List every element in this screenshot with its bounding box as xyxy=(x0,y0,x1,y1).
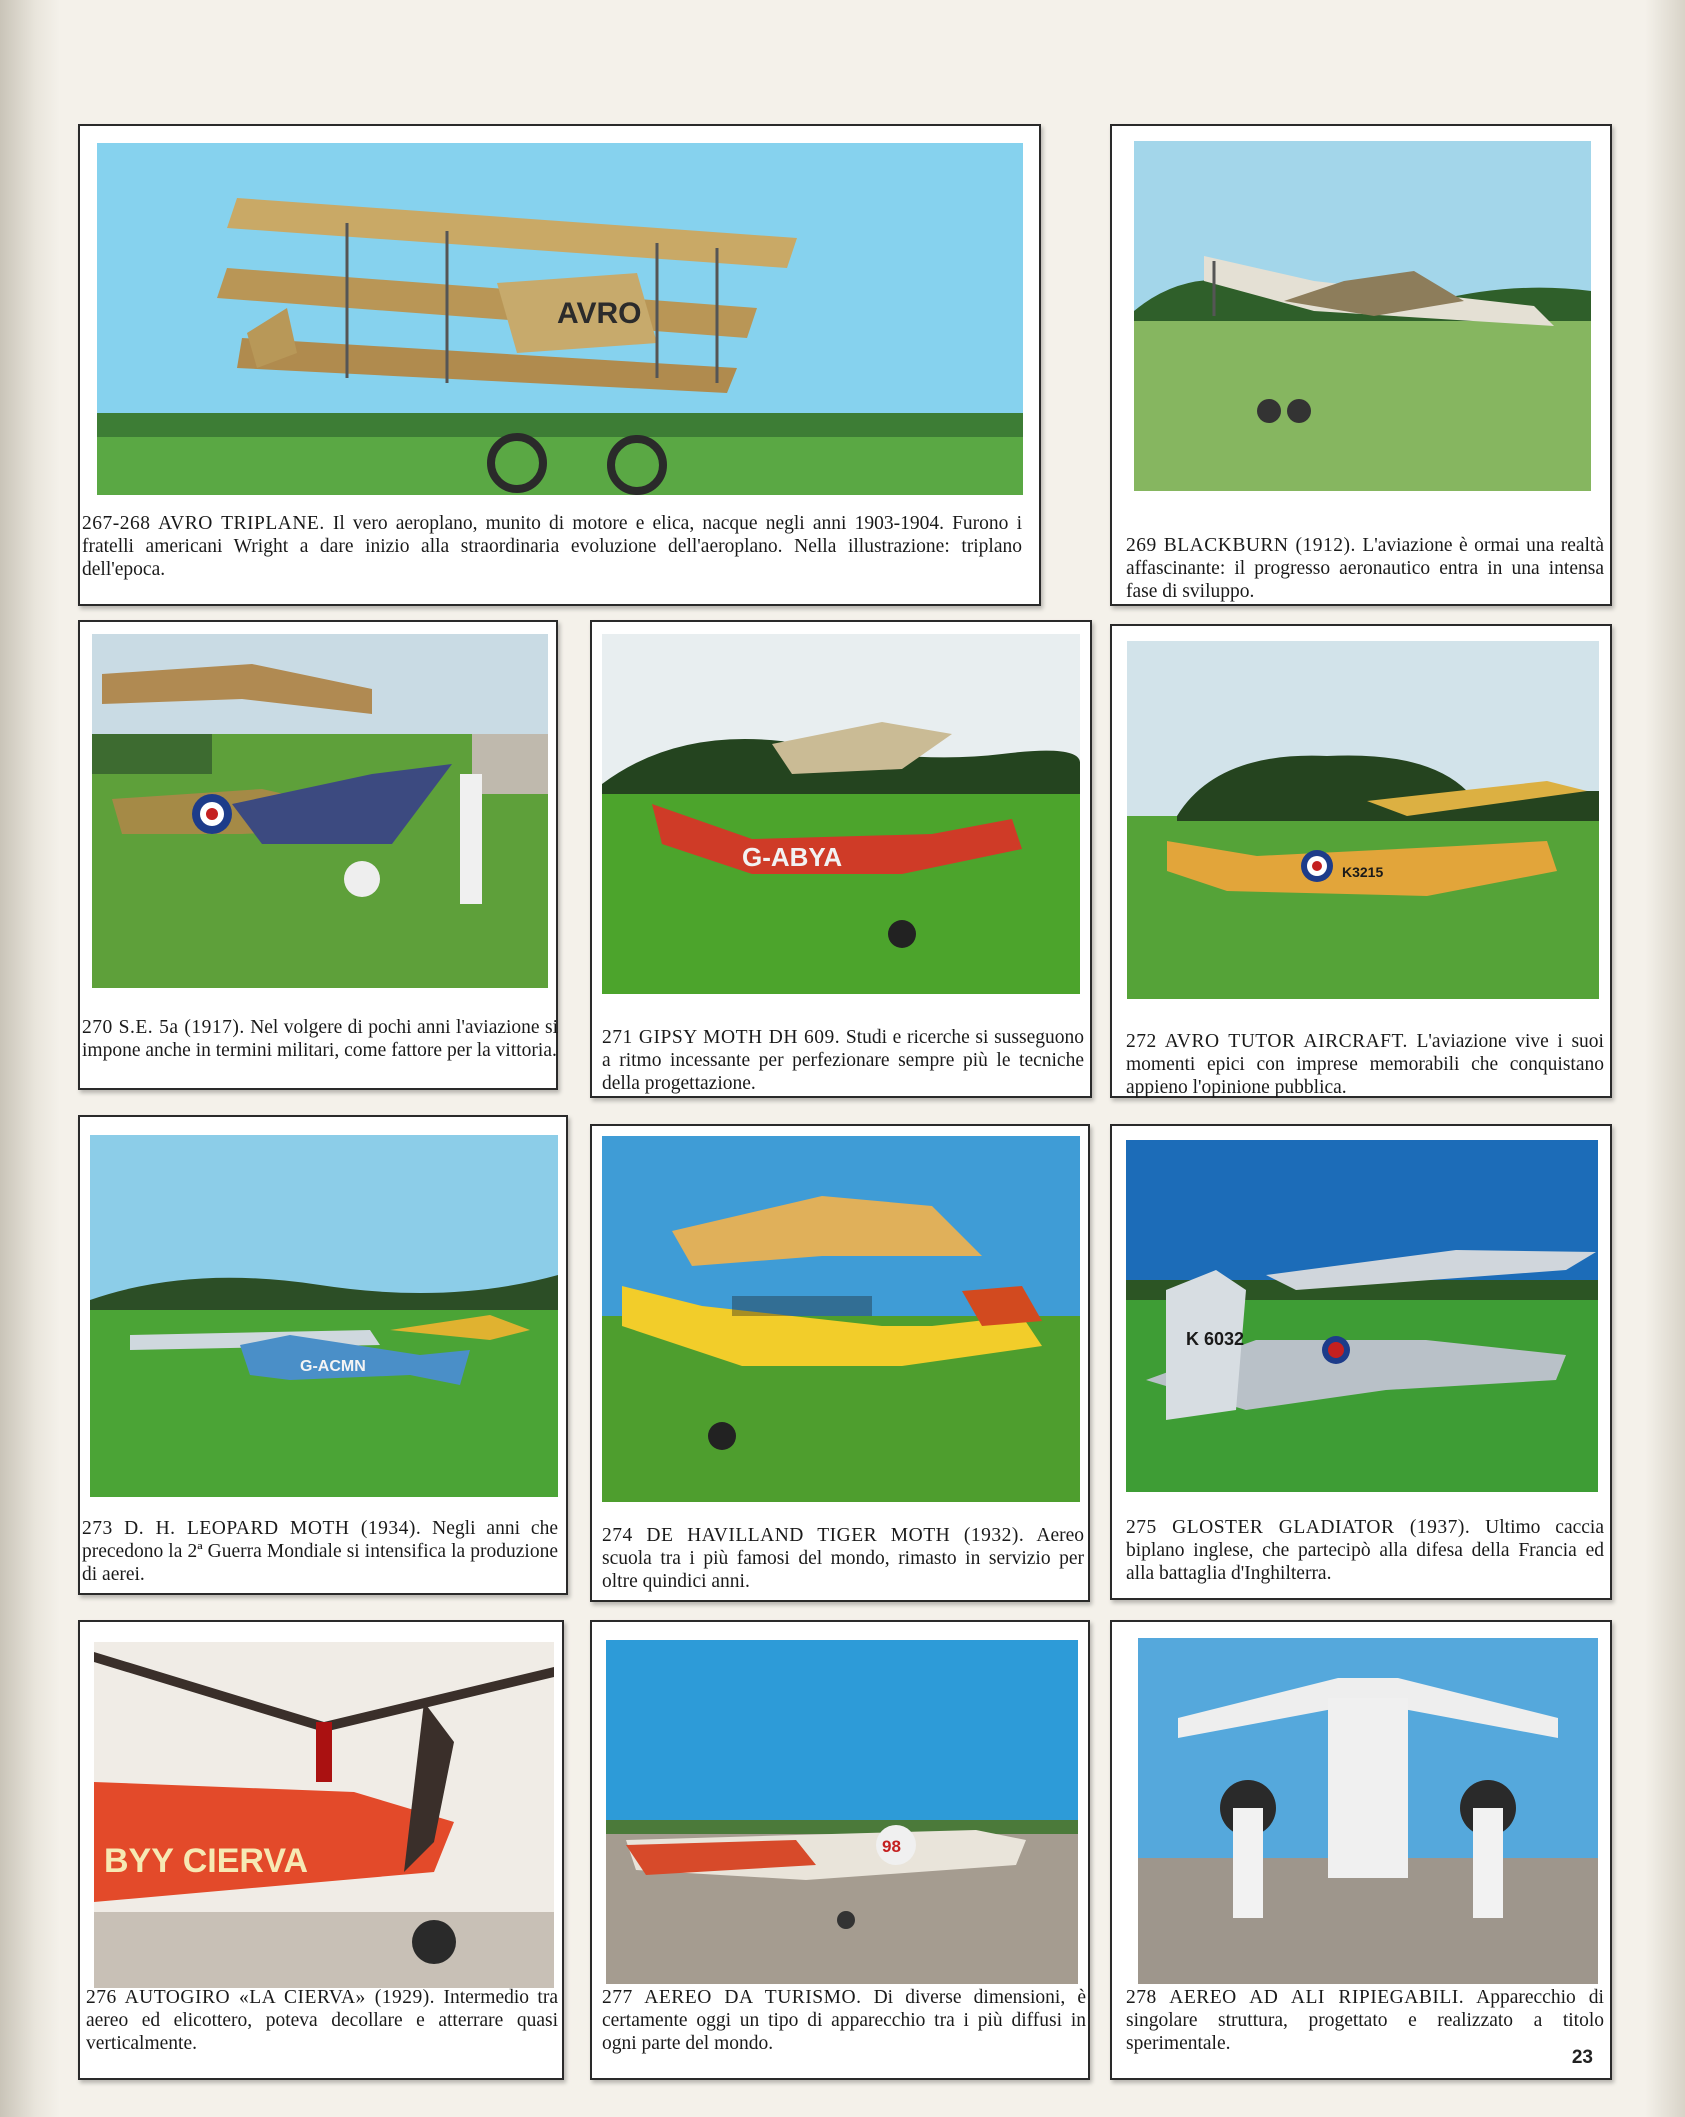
caption-text: Apparecchio di singolare struttura, progettato e realizzato a titolo sperimentale. xyxy=(1126,1987,1604,2054)
photo-turismo-label: 98 xyxy=(882,1837,901,1856)
photo-avro-tutor xyxy=(1127,641,1599,999)
caption-270 xyxy=(82,1016,558,1062)
caption-title: 274 DE HAVILLAND TIGER MOTH (1932). xyxy=(602,1525,1025,1546)
photo-blackburn xyxy=(1134,141,1591,491)
card-274 xyxy=(590,1124,1090,1602)
caption-text: Studi e ricerche si susseguono a ritmo incessante per perfezionare sempre più le tecniche della progettazione. xyxy=(602,1027,1084,1094)
caption-278 xyxy=(1126,1986,1604,2055)
caption-274 xyxy=(602,1524,1084,1593)
caption-text: Il vero aeroplano, munito di motore e elica, nacque negli anni 1903-1904. Furono i fratelli americani Wright a dare inizio alla straordinaria evoluzione dell'aeroplano. Nella illustrazione: triplano dell'epoca. xyxy=(82,513,1022,580)
photo-se5a xyxy=(92,634,548,988)
photo-gloster-gladiator xyxy=(1126,1140,1598,1492)
card-278 xyxy=(1110,1620,1612,2080)
caption-title: 278 AEREO AD ALI RIPIEGABILI. xyxy=(1126,1987,1465,2008)
caption-title: 276 AUTOGIRO «LA CIERVA» (1929). xyxy=(86,1987,436,2008)
photo-gipsy-moth xyxy=(602,634,1080,994)
caption-title: 271 GIPSY MOTH DH 609. xyxy=(602,1027,841,1048)
photo-la-cierva xyxy=(94,1642,554,1988)
caption-title: 269 BLACKBURN (1912). xyxy=(1126,535,1356,556)
card-273 xyxy=(78,1115,568,1595)
photo-avro-triplane xyxy=(97,143,1023,495)
caption-269 xyxy=(1126,534,1604,603)
caption-text: L'aviazione vive i suoi momenti epici con imprese memorabili che conquistano appieno l'opinione pubblica. xyxy=(1126,1031,1604,1098)
caption-272 xyxy=(1126,1030,1604,1099)
photo-cierva-label: BYY CIERVA xyxy=(104,1842,309,1880)
caption-text: Aereo scuola tra i più famosi del mondo, rimasto in servizio per oltre quindici anni. xyxy=(602,1525,1084,1592)
caption-text: Ultimo caccia biplano inglese, che partecipò alla difesa della Francia ed alla battaglia d'Inghilterra. xyxy=(1126,1517,1604,1584)
caption-276 xyxy=(86,1986,558,2055)
caption-title: 277 AEREO DA TURISMO. xyxy=(602,1987,862,2008)
card-276 xyxy=(78,1620,564,2080)
caption-273 xyxy=(82,1517,558,1586)
card-277 xyxy=(590,1620,1090,2080)
photo-leopard-label: G-ACMN xyxy=(300,1358,366,1375)
caption-text: Nel volgere di pochi anni l'aviazione si impone anche in termini militari, come fattore per la vittoria. xyxy=(82,1017,558,1061)
photo-aereo-turismo xyxy=(606,1640,1078,1984)
card-271 xyxy=(590,620,1092,1098)
photo-avro-label: AVRO xyxy=(557,297,642,330)
caption-title: 267-268 AVRO TRIPLANE. xyxy=(82,513,325,534)
card-270 xyxy=(78,620,558,1090)
card-269 xyxy=(1110,124,1612,606)
caption-title: 272 AVRO TUTOR AIRCRAFT. xyxy=(1126,1031,1408,1052)
card-267-268 xyxy=(78,124,1041,606)
photo-tutor-label: K3215 xyxy=(1342,864,1384,880)
photo-tiger-moth xyxy=(602,1136,1080,1502)
caption-267-268 xyxy=(82,512,1022,581)
photo-ali-ripiegabili xyxy=(1138,1638,1598,1984)
page-gutter-shadow xyxy=(0,0,60,2117)
caption-title: 273 D. H. LEOPARD MOTH (1934). xyxy=(82,1518,422,1539)
card-275 xyxy=(1110,1124,1612,1600)
caption-271 xyxy=(602,1026,1084,1095)
photo-leopard-moth xyxy=(90,1135,558,1497)
caption-title: 275 GLOSTER GLADIATOR (1937). xyxy=(1126,1517,1471,1538)
photo-gipsy-label: G-ABYA xyxy=(742,842,843,872)
caption-text: L'aviazione è ormai una realtà affascinante: il progresso aeronautico entra in una intensa fase di sviluppo. xyxy=(1126,535,1604,602)
photo-gladiator-label: K 6032 xyxy=(1186,1329,1245,1349)
page-number: 23 xyxy=(1571,2047,1593,2068)
card-272 xyxy=(1110,624,1612,1098)
caption-text: Intermedio tra aereo ed elicottero, poteva decollare e atterrare quasi verticalmente. xyxy=(86,1987,558,2054)
caption-text: Di diverse dimensioni, è certamente oggi un tipo di apparecchio tra i più diffusi in ogni parte del mondo. xyxy=(602,1987,1087,2054)
caption-text: Negli anni che precedono la 2ª Guerra Mondiale si intensifica la produzione di aerei. xyxy=(82,1518,558,1585)
page-edge-shadow xyxy=(1645,0,1685,2117)
caption-title: 270 S.E. 5a (1917). xyxy=(82,1017,245,1038)
caption-277 xyxy=(602,1986,1086,2055)
caption-275 xyxy=(1126,1516,1604,1585)
